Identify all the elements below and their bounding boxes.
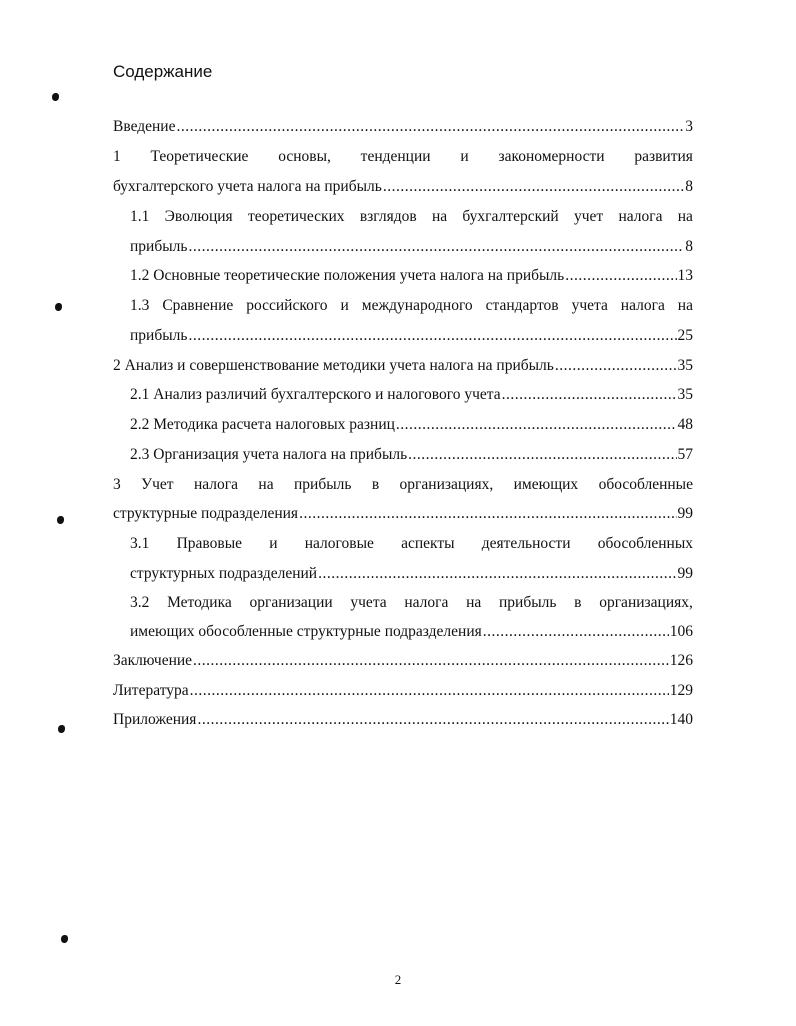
- toc-entry-2-3[interactable]: [130, 445, 693, 465]
- toc-entry-1-1-line2[interactable]: [130, 237, 693, 257]
- word: налога: [618, 208, 663, 225]
- toc-entry-1-1-line1[interactable]: [130, 207, 693, 227]
- word: организации: [249, 594, 333, 611]
- toc-entry-2-2[interactable]: [130, 415, 693, 435]
- word: российского: [246, 297, 328, 314]
- toc-entry-text: Литература: [113, 682, 189, 699]
- word: налога: [193, 476, 239, 493]
- word: взглядов: [359, 208, 417, 225]
- leader-dots: [193, 651, 669, 671]
- toc-entry-chapter-3-line2[interactable]: [113, 504, 693, 524]
- leader-dots: [408, 445, 676, 465]
- word: теоретических: [247, 208, 345, 225]
- word: Эволюция: [164, 208, 233, 225]
- leader-dots: [188, 237, 684, 257]
- toc-entry-page: 140: [669, 711, 693, 728]
- leader-dots: [188, 326, 676, 346]
- word: международного: [361, 297, 473, 314]
- word: тенденции: [360, 148, 431, 165]
- word: на: [258, 476, 274, 493]
- toc-entry-chapter-3-line1[interactable]: [113, 475, 693, 495]
- toc-entry-introduction[interactable]: [113, 117, 693, 137]
- toc-entry-2-1[interactable]: [130, 385, 693, 405]
- leader-dots: [190, 681, 669, 701]
- toc-entry-1-2[interactable]: [130, 266, 693, 286]
- toc-entry-text: Заключение: [113, 652, 193, 669]
- toc-entry-appendices[interactable]: [113, 710, 693, 730]
- toc-entry-page: 13: [677, 267, 693, 284]
- leader-dots: [396, 415, 677, 435]
- leader-dots: [483, 622, 669, 642]
- binder-hole-mark: [58, 725, 65, 733]
- word: налога: [404, 594, 449, 611]
- word: и: [269, 535, 278, 552]
- word: организациях,: [599, 594, 693, 611]
- leader-dots: [565, 266, 676, 286]
- toc-entry-3-1-line1[interactable]: [130, 534, 693, 554]
- word: закономерности: [498, 148, 605, 165]
- toc-entry-text: бухгалтерского учета налога на прибыль: [113, 178, 382, 195]
- leader-dots: [383, 177, 684, 197]
- word: учета: [350, 594, 387, 611]
- toc-entry-page: 8: [685, 178, 693, 195]
- toc-entry-page: 126: [669, 652, 693, 669]
- word: в: [574, 594, 582, 611]
- word: Теоретические: [150, 148, 249, 165]
- toc-entry-text: Введение: [113, 118, 176, 135]
- word: Сравнение: [162, 297, 234, 314]
- word: стандартов: [485, 297, 559, 314]
- toc-entry-page: 99: [677, 565, 693, 582]
- toc-entry-text: структурных подразделений: [130, 565, 318, 582]
- toc-entry-page: 8: [685, 238, 693, 255]
- word: 3: [113, 476, 121, 493]
- word: учет: [573, 208, 604, 225]
- leader-dots: [176, 117, 684, 137]
- toc-entry-1-3-line2[interactable]: [130, 326, 693, 346]
- word: в: [371, 476, 380, 493]
- word: 1.1: [130, 208, 150, 225]
- toc-entry-text: 2.2 Методика расчета налоговых разниц: [130, 416, 395, 433]
- toc-entry-page: 129: [669, 682, 693, 699]
- word: организациях,: [399, 476, 494, 493]
- word: деятельности: [481, 535, 571, 552]
- word: и: [460, 148, 469, 165]
- word: налога: [620, 297, 665, 314]
- toc-entry-text: 2 Анализ и совершенствование методики учета налога на прибыль: [113, 357, 554, 374]
- toc-entry-page: 3: [685, 118, 693, 135]
- page-title: Содержание: [113, 62, 213, 81]
- toc-entry-text: 2.3 Организация учета налога на прибыль: [130, 446, 408, 463]
- word: основы,: [278, 148, 331, 165]
- word: обособленные: [598, 476, 693, 493]
- word: и: [340, 297, 349, 314]
- toc-entry-literature[interactable]: [113, 681, 693, 701]
- toc-entry-page: 106: [669, 623, 693, 640]
- toc-entry-conclusion[interactable]: [113, 651, 693, 671]
- word: имеющих: [513, 476, 579, 493]
- word: обособленных: [597, 535, 693, 552]
- word: аспекты: [401, 535, 455, 552]
- binder-hole-mark: [52, 93, 59, 101]
- toc-entry-text: прибыль: [130, 327, 188, 344]
- word: на: [677, 208, 693, 225]
- leader-dots: [197, 710, 668, 730]
- leader-dots: [555, 356, 677, 376]
- word: Методика: [167, 594, 232, 611]
- word: налоговые: [304, 535, 374, 552]
- word: прибыль: [499, 594, 557, 611]
- word: на: [431, 208, 448, 225]
- toc-entry-chapter-2[interactable]: [113, 356, 693, 376]
- word: Учет: [141, 476, 174, 493]
- toc-entry-page: 35: [677, 386, 693, 403]
- word: 3.2: [130, 594, 150, 611]
- word: бухгалтерский: [462, 208, 559, 225]
- leader-dots: [502, 385, 677, 405]
- toc-entry-page: 48: [677, 416, 693, 433]
- toc-entry-text: имеющих обособленные структурные подразделения: [130, 623, 482, 640]
- word: прибыль: [293, 476, 352, 493]
- word: Правовые: [176, 535, 242, 552]
- toc-entry-page: 35: [677, 357, 693, 374]
- toc-entry-3-1-line2[interactable]: [130, 564, 693, 584]
- toc-entry-chapter-1-line1[interactable]: [113, 147, 693, 167]
- toc-entry-page: 57: [677, 446, 693, 463]
- leader-dots: [318, 564, 676, 584]
- word: на: [466, 594, 482, 611]
- binder-hole-mark: [55, 303, 62, 311]
- toc-entry-page: 25: [677, 327, 693, 344]
- word: развития: [634, 148, 693, 165]
- toc-entry-1-3-line1[interactable]: [130, 296, 693, 316]
- toc-entry-chapter-1-line2[interactable]: [113, 177, 693, 197]
- word: 3.1: [130, 535, 150, 552]
- word: учета: [571, 297, 608, 314]
- binder-hole-mark: [61, 935, 68, 943]
- page-number: 2: [394, 972, 402, 987]
- toc-entry-3-2-line2[interactable]: [130, 622, 693, 642]
- toc-entry-text: структурные подразделения: [113, 505, 299, 522]
- word: 1.3: [130, 297, 150, 314]
- leader-dots: [299, 504, 676, 524]
- word: 1: [113, 148, 121, 165]
- toc-entry-text: 2.1 Анализ различий бухгалтерского и налогового учета: [130, 386, 501, 403]
- toc-entry-page: 99: [677, 505, 693, 522]
- toc-entry-text: прибыль: [130, 238, 188, 255]
- toc-entry-3-2-line1[interactable]: [130, 593, 693, 613]
- binder-hole-mark: [57, 516, 64, 524]
- toc-entry-text: Приложения: [113, 711, 197, 728]
- toc-entry-text: 1.2 Основные теоретические положения учета налога на прибыль: [130, 267, 565, 284]
- word: на: [677, 297, 693, 314]
